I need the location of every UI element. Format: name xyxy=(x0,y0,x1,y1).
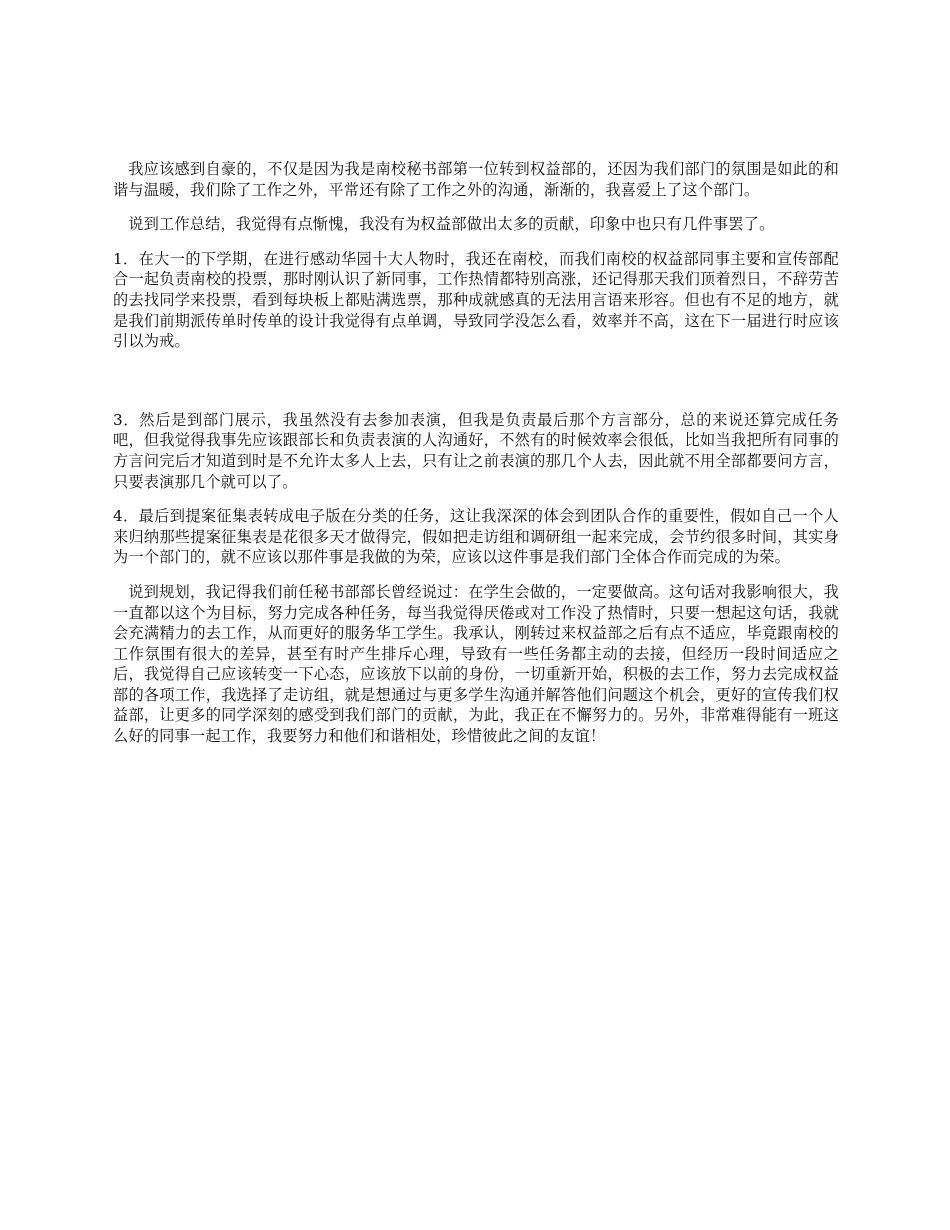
paragraph-summary: 说到工作总结，我觉得有点惭愧，我没有为权益部做出太多的贡献，印象中也只有几件事罢了。 xyxy=(128,215,775,234)
paragraph-item-4: 4．最后到提案征集表转成电子版在分类的任务，这让我深深的体会到团队合作的重要性，假如自己一个人来归纳那些提案征集表是花很多天才做得完，假如把走访组和调研组一起来完成，会节约很多时间，其实身为一个部门的，就不应该以那件事是我做的为荣，应该以这件事是我们部门全体合作而完成的为荣。 xyxy=(113,507,839,567)
paragraph-intro: 我应该感到自豪的，不仅是因为我是南校秘书部第一位转到权益部的，还因为我们部门的氛围是如此的和谐与温暖，我们除了工作之外，平常还有除了工作之外的沟通，渐渐的，我喜爱上了这个部门。 xyxy=(113,160,839,199)
document-body xyxy=(113,159,839,761)
blank-gap xyxy=(113,366,839,410)
paragraph-plan: 说到规划，我记得我们前任秘书部部长曾经说过：在学生会做的，一定要做高。这句话对我影响很大，我一直都以这个为目标，努力完成各种任务，每当我觉得厌倦或对工作没了热情时，只要一想起这句话，我就会充满精力的去工作，从而更好的服务华工学生。我承认，刚转过来权益部之后有点不适应，毕竟跟南校的工作氛围有很大的差异，甚至有时产生排斥心理，导致有一些任务都主动的去接，但经历一段时间适应之后，我觉得自己应该转变一下心态，应该放下以前的身份，一切重新开始，积极的去工作，努力去完成权益部的各项工作，我选择了走访组，就是想通过与更多学生沟通并解答他们问题这个机会，更好的宣传我们权益部，让更多的同学深刻的感受到我们部门的贡献，为此，我正在不懈努力的。另外，非常难得能有一班这么好的同事一起工作，我要努力和他们和谐相处，珍惜彼此之间的友谊！ xyxy=(113,582,839,746)
paragraph-item-3: 3．然后是到部门展示，我虽然没有去参加表演，但我是负责最后那个方言部分，总的来说还算完成任务吧，但我觉得我事先应该跟部长和负责表演的人沟通好，不然有的时候效率会很低，比如当我把所有同事的方言问完后才知道到时是不允许太多人上去，只有让之前表演的那几个人去，因此就不用全部都要问方言，只要表演那几个就可以了。 xyxy=(113,410,839,491)
paragraph-item-1: 1．在大一的下学期，在进行感动华园十大人物时，我还在南校，而我们南校的权益部同事主要和宣传部配合一起负责南校的投票，那时刚认识了新同事，工作热情都特别高涨，还记得那天我们顶着烈日，不辞劳苦的去找同学来投票，看到每块板上都贴满选票，那种成就感真的无法用言语来形容。但也有不足的地方，就是我们前期派传单时传单的设计我觉得有点单调，导致同学没怎么看，效率并不高，这在下一届进行时应该引以为戒。 xyxy=(113,249,839,351)
